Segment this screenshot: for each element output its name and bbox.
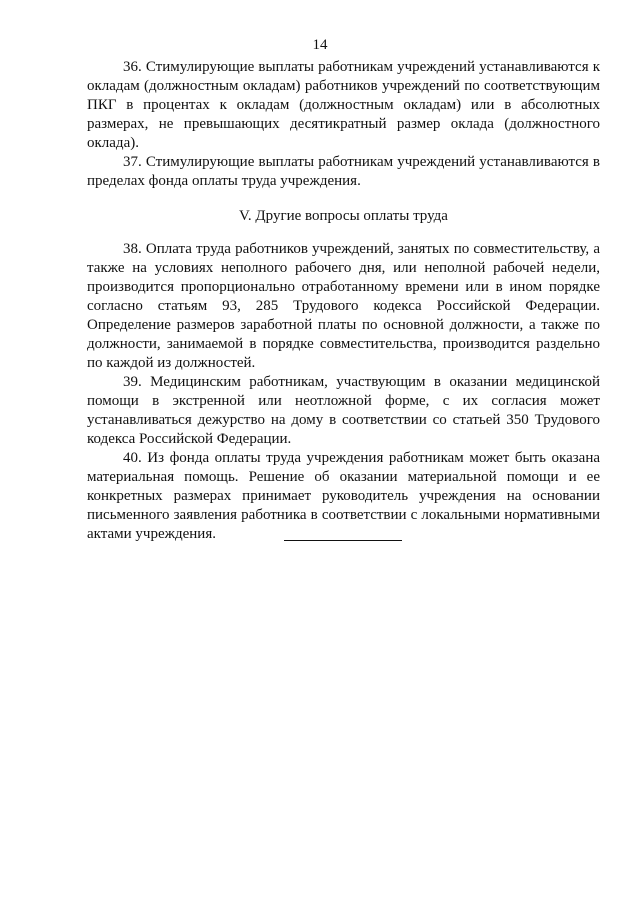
paragraph-36: 36. Стимулирующие выплаты работникам учреждений устанавливаются к окладам (должностным окладам) работников учреждений по соответствующим ПКГ в процентах к окладам (должностным окладам) или в абсолютных размерах, не превышающих десятикратный размер оклада (должностного оклада).	[87, 59, 600, 151]
paragraph-37: 37. Стимулирующие выплаты работникам учреждений устанавливаются в пределах фонда оплаты труда учреждения.	[87, 154, 600, 189]
paragraph-40: 40. Из фонда оплаты труда учреждения работникам может быть оказана материальная помощь. Решение об оказании материальной помощи и ее конкретных размерах принимает руководитель учреждения на основании письменного заявления работника в соответствии с локальными нормативными актами учреждения.	[87, 450, 600, 542]
paragraph-38: 38. Оплата труда работников учреждений, занятых по совместительству, а также на условиях неполного рабочего дня, или неполной рабочей недели, производится пропорционально отработанному времени или в ином порядке согласно статьям 93, 285 Трудового кодекса Российской Федерации. Определение размеров заработной платы по основной должности, а также по должности, занимаемой в порядке совместительства, производится раздельно по каждой из должностей.	[87, 241, 600, 371]
paragraph-39: 39. Медицинским работникам, участвующим в оказании медицинской помощи в экстренной или неотложной форме, с их согласия может устанавливаться дежурство на дому в соответствии со статьей 350 Трудового кодекса Российской Федерации.	[87, 374, 600, 447]
end-divider-line	[284, 540, 402, 541]
section-title: V. Другие вопросы оплаты труда	[239, 208, 448, 224]
page-number: 14	[312, 37, 328, 53]
document-body	[87, 58, 600, 544]
